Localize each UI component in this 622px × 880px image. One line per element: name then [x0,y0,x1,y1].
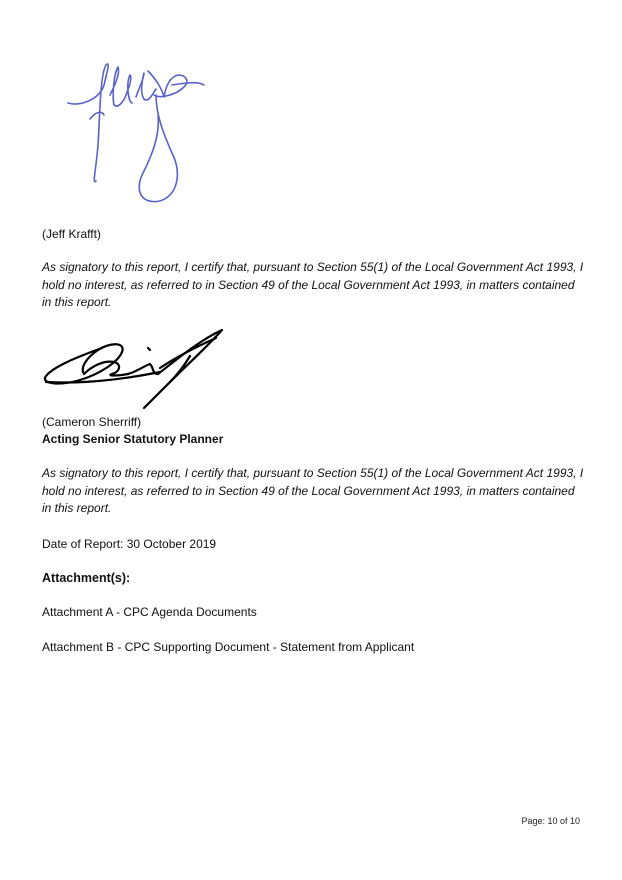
attachment-item-a: Attachment A - CPC Agenda Documents [42,605,257,619]
certification-paragraph-1: As signatory to this report, I certify that, pursuant to Section 55(1) of the Local Government Act 1993, I hold no interest, as referred to in Section 49 of the Local Government Act 1993, in matters contained in this report. [42,260,584,309]
signatory2-name: (Cameron Sherriff) [42,415,142,429]
certification-paragraph-2: As signatory to this report, I certify that, pursuant to Section 55(1) of the Local Government Act 1993, I hold no interest, as referred to in Section 49 of the Local Government Act 1993, in matters contained in this report. [42,466,584,515]
signature-cameron-sherriff [40,326,230,412]
signatory1-name: (Jeff Krafft) [42,227,101,241]
signatory2-title: Acting Senior Statutory Planner [42,432,224,446]
report-date: Date of Report: 30 October 2019 [42,537,217,551]
attachment-item-b: Attachment B - CPC Supporting Document - Statement from Applicant [42,640,415,654]
signature-jeff-krafft [60,55,220,210]
attachments-heading: Attachment(s): [42,571,131,585]
page-number: Page: 10 of 10 [521,816,580,826]
